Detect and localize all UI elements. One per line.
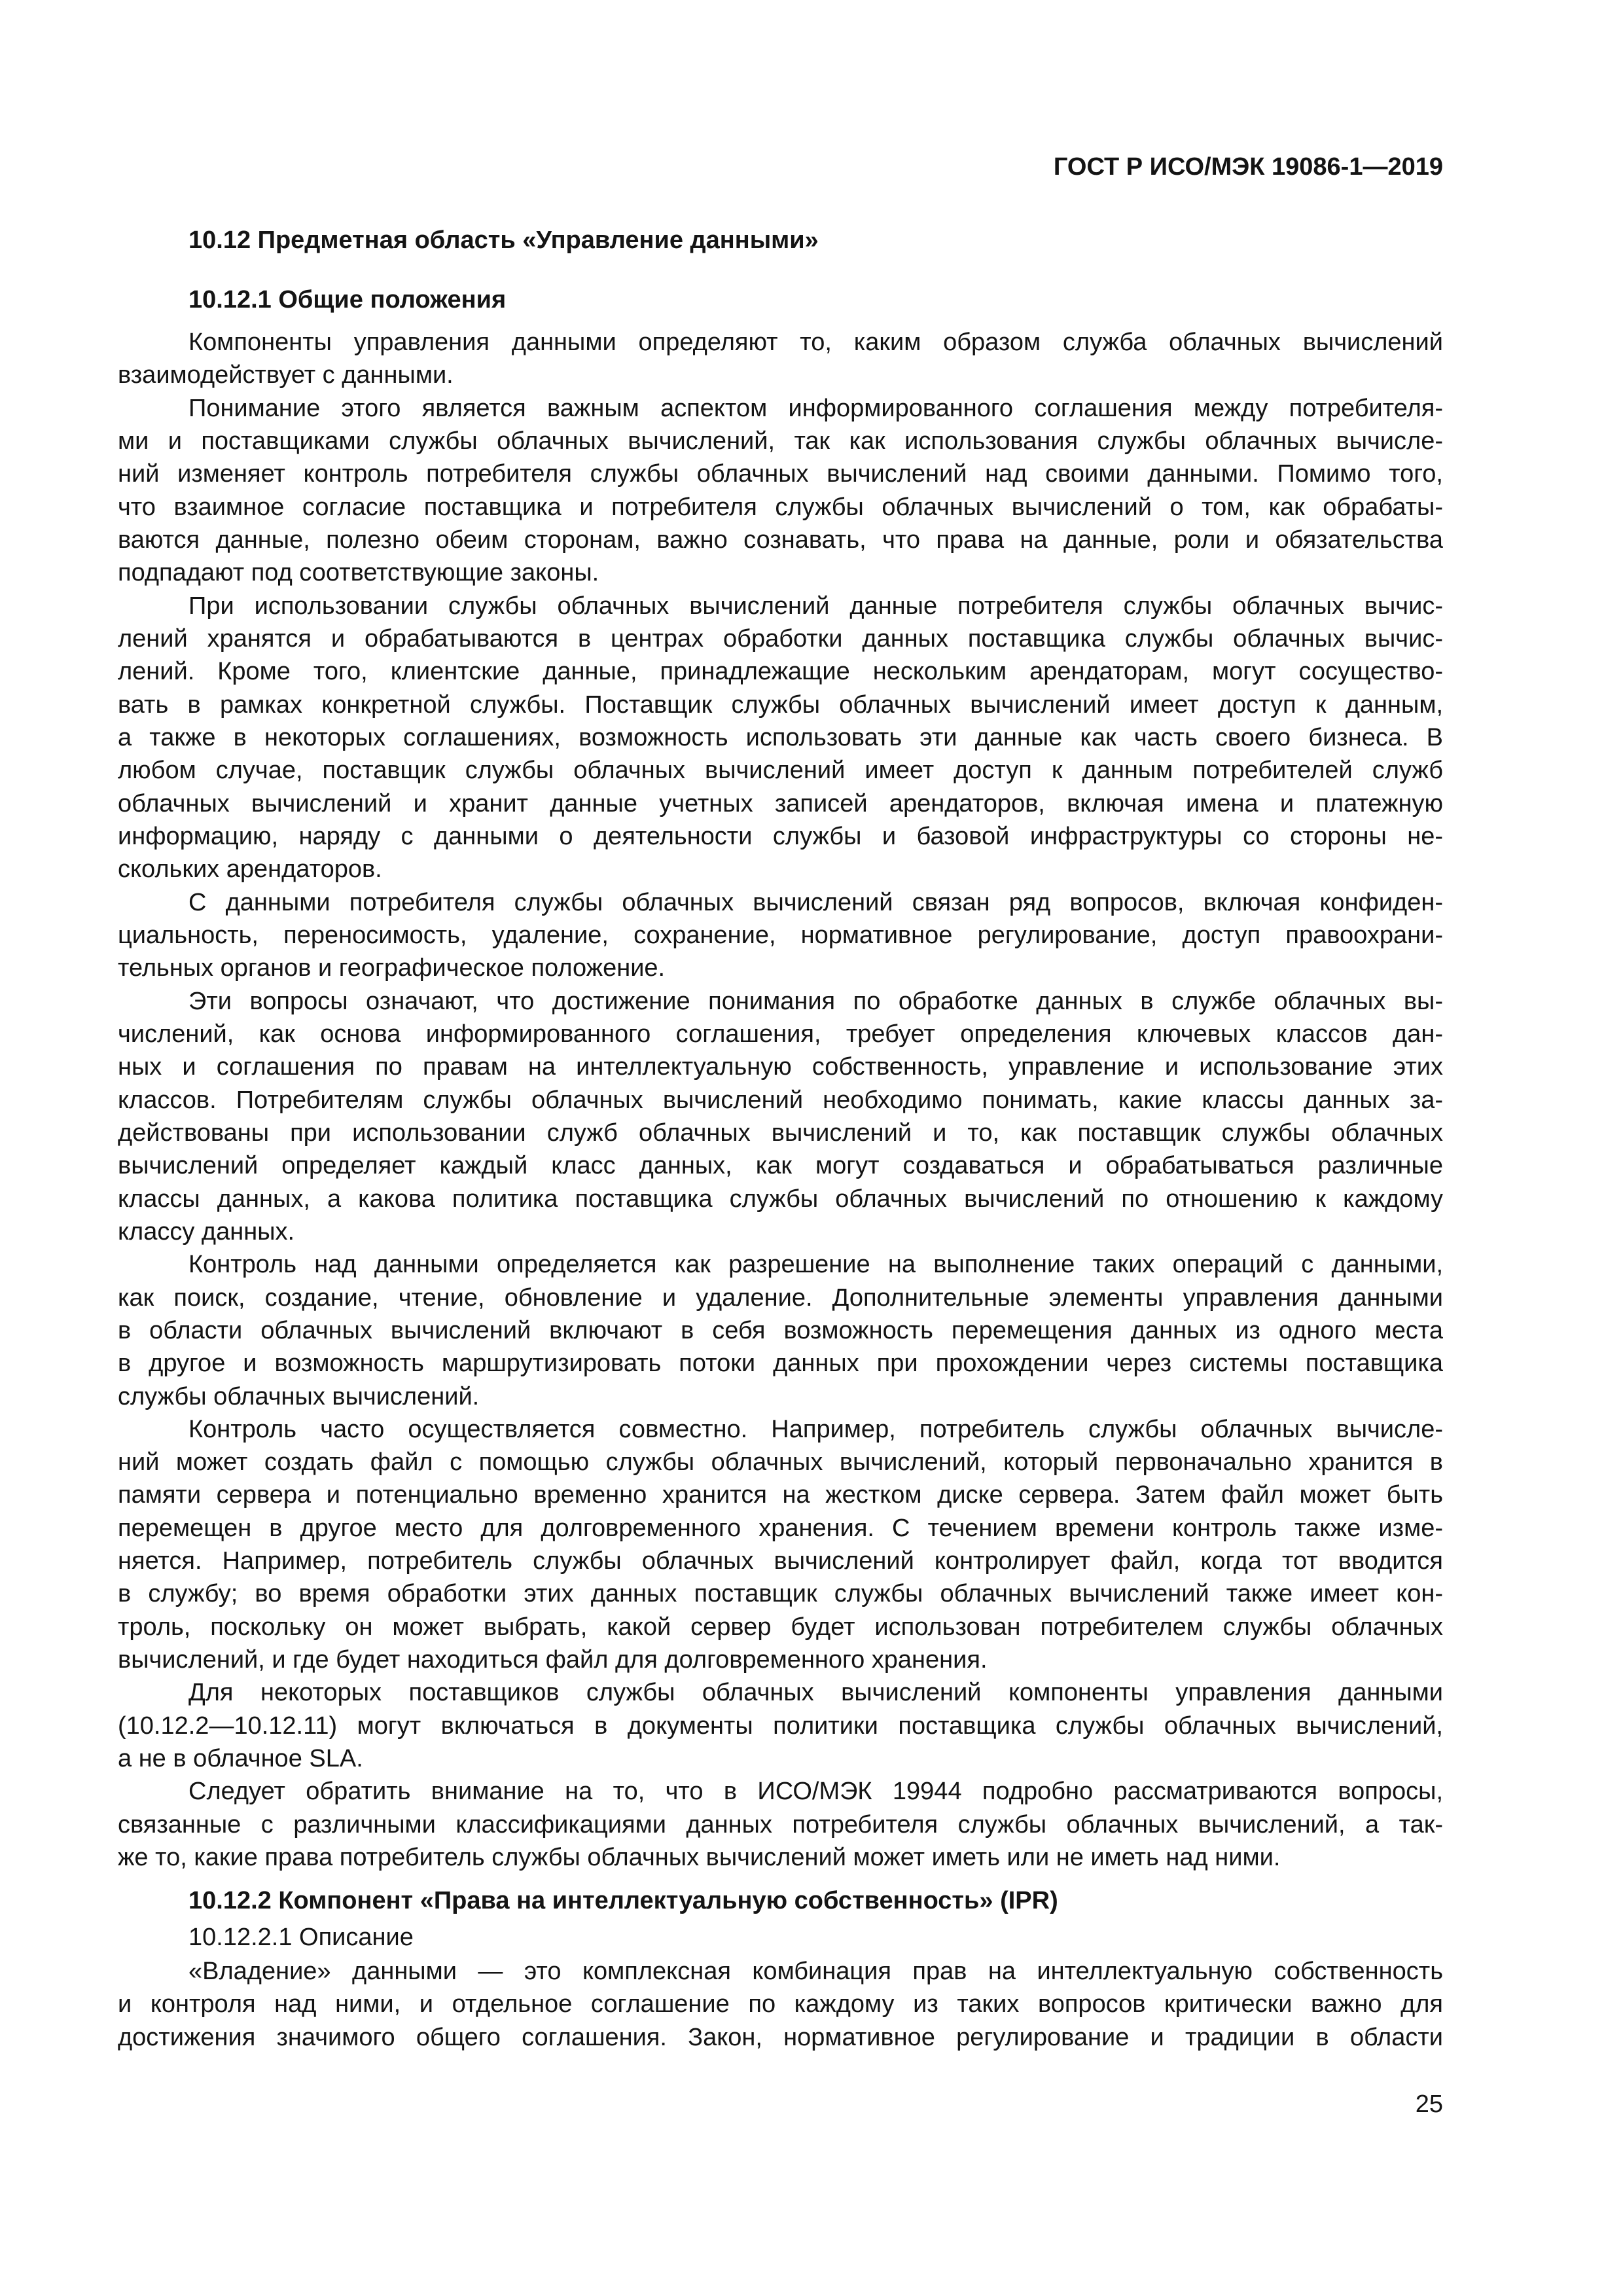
section-title: 10.12 Предметная область «Управление данными»	[188, 226, 819, 254]
paragraph	[118, 1413, 1443, 1677]
paragraph-line: а не в облачное SLA.	[118, 1745, 363, 1773]
paragraph-line: «Владение» данными — это комплексная комбинация прав на интеллектуальную собственность	[188, 1958, 1443, 1985]
paragraph-line: в другое и возможность маршрутизировать потоки данных при прохождении через системы поставщика	[118, 1350, 1443, 1378]
paragraph-line: тельных органов и географическое положение.	[118, 954, 666, 982]
paragraph-line: облачных вычислений и хранит данные учетных записей арендаторов, включая имена и платежную	[118, 789, 1443, 817]
paragraph-line: в области облачных вычислений включают в себя возможность перемещения данных из одного места	[118, 1316, 1443, 1344]
paragraph-line: взаимодействует с данными.	[118, 361, 454, 389]
paragraph-line: вать в рамках конкретной службы. Поставщик службы облачных вычислений имеет доступ к данным,	[118, 691, 1443, 719]
paragraph-line: что взаимное согласие поставщика и потребителя службы облачных вычислений о том, как обрабаты-	[118, 493, 1443, 521]
paragraph-line: достижения значимого общего соглашения. Закон, нормативное регулирование и традиции в области	[118, 2023, 1443, 2051]
paragraph-line: информацию, наряду с данными о деятельности службы и базовой инфраструктуры со стороны не-	[118, 822, 1443, 850]
paragraph-line: службы облачных вычислений.	[118, 1382, 480, 1410]
paragraph-line: классу данных.	[118, 1217, 295, 1246]
paragraph-line: памяти сервера и потенциально временно хранится на жестком диске сервера. Затем файл может быть	[118, 1481, 1443, 1509]
paragraph-line: (10.12.2—10.12.11) могут включаться в документы политики поставщика службы облачных вычислений,	[118, 1712, 1443, 1740]
paragraph-line: как поиск, создание, чтение, обновление и удаление. Дополнительные элементы управления данными	[118, 1283, 1443, 1312]
paragraph-line: же то, какие права потребитель службы облачных вычислений может иметь или не иметь над ними.	[118, 1844, 1281, 1872]
paragraph	[118, 1775, 1443, 1874]
paragraph-line: перемещен в другое место для долговременного хранения. С течением времени контроль также изме-	[118, 1514, 1443, 1542]
paragraph-line: ний изменяет контроль потребителя службы облачных вычислений над своими данными. Помимо того,	[118, 460, 1443, 488]
paragraph	[118, 1955, 1443, 2054]
paragraph-line: в службу; во время обработки этих данных поставщик службы облачных вычислений также имеет кон-	[118, 1580, 1443, 1608]
clause-title: 10.12.2.1 Описание	[188, 1924, 414, 1951]
paragraph-line: ний может создать файл с помощью службы облачных вычислений, который первоначально хранится в	[118, 1448, 1443, 1477]
paragraph-line: Следует обратить внимание на то, что в ИСО/МЭК 19944 подробно рассматриваются вопросы,	[188, 1778, 1443, 1806]
paragraph	[118, 985, 1443, 1249]
document-header-id: ГОСТ Р ИСО/МЭК 19086-1—2019	[1053, 153, 1443, 181]
paragraph-line: ных и соглашения по правам на интеллектуальную собственность, управление и использование этих	[118, 1053, 1443, 1081]
paragraph-line: троль, поскольку он может выбрать, какой сервер будет использован потребителем службы облачных	[118, 1613, 1443, 1641]
component-title: 10.12.2 Компонент «Права на интеллектуальную собственность» (IPR)	[188, 1887, 1058, 1914]
paragraph-line: любом случае, поставщик службы облачных вычислений имеет доступ к данным потребителей служб	[118, 757, 1443, 785]
paragraph	[118, 590, 1443, 886]
paragraph-line: Контроль часто осуществляется совместно. Например, потребитель службы облачных вычисле-	[188, 1415, 1443, 1443]
paragraph-line: вычислений определяет каждый класс данных, как могут создаваться и обрабатываться различные	[118, 1152, 1443, 1180]
paragraph	[118, 886, 1443, 985]
paragraph-line: действованы при использовании служб облачных вычислений и то, как поставщик службы облачных	[118, 1119, 1443, 1147]
paragraph-line: С данными потребителя службы облачных вычислений связан ряд вопросов, включая конфиден-	[188, 888, 1443, 916]
paragraph-line: классы данных, а какова политика поставщика службы облачных вычислений по отношению к каждому	[118, 1185, 1443, 1213]
paragraph-line: Эти вопросы означают, что достижение понимания по обработке данных в службе облачных вы-	[188, 987, 1443, 1015]
paragraph-line: Контроль над данными определяется как разрешение на выполнение таких операций с данными,	[188, 1251, 1443, 1279]
paragraph-line: Понимание этого является важным аспектом информированного соглашения между потребителя-	[188, 394, 1443, 422]
paragraph-line: и контроля над ними, и отдельное соглашение по каждому из таких вопросов критически важно для	[118, 1990, 1443, 2018]
paragraph	[118, 392, 1443, 590]
paragraph-line: няется. Например, потребитель службы облачных вычислений контролирует файл, когда тот вводится	[118, 1547, 1443, 1575]
paragraph-line: лений хранятся и обрабатываются в центрах обработки данных поставщика службы облачных вычис-	[118, 624, 1443, 653]
paragraph	[118, 326, 1443, 392]
paragraph-line: циальность, переносимость, удаление, сохранение, нормативное регулирование, доступ правоохрани-	[118, 921, 1443, 949]
paragraph	[118, 1248, 1443, 1413]
paragraph-line: лений. Кроме того, клиентские данные, принадлежащие нескольким арендаторам, могут сосущество-	[118, 658, 1443, 686]
paragraph-line: а также в некоторых соглашениях, возможность использовать эти данные как часть своего бизнеса. В	[118, 723, 1443, 751]
paragraph-line: Компоненты управления данными определяют то, каким образом служба облачных вычислений	[188, 329, 1443, 356]
paragraph-line: ваются данные, полезно обеим сторонам, важно сознавать, что права на данные, роли и обязательства	[118, 526, 1443, 554]
paragraph-line: числений, как основа информированного соглашения, требует определения ключевых классов дан-	[118, 1020, 1443, 1048]
page-number: 25	[1415, 2090, 1443, 2118]
paragraph-line: Для некоторых поставщиков службы облачных вычислений компоненты управления данными	[188, 1679, 1443, 1707]
paragraph-line: вычислений, и где будет находиться файл для долговременного хранения.	[118, 1646, 988, 1674]
paragraph-line: классов. Потребителям службы облачных вычислений необходимо понимать, какие классы данных за-	[118, 1086, 1443, 1114]
paragraph	[118, 1676, 1443, 1775]
paragraph-line: ми и поставщиками службы облачных вычислений, так как использования службы облачных вычисле-	[118, 427, 1443, 455]
paragraph-line: связанные с различными классификациями данных потребителя службы облачных вычислений, а так-	[118, 1810, 1443, 1839]
subsection-title: 10.12.1 Общие положения	[188, 286, 507, 314]
body-text	[118, 326, 1443, 1874]
paragraph-line: При использовании службы облачных вычислений данные потребителя службы облачных вычис-	[188, 592, 1443, 620]
paragraph-line: скольких арендаторов.	[118, 855, 382, 884]
paragraph-line: подпадают под соответствующие законы.	[118, 559, 599, 587]
